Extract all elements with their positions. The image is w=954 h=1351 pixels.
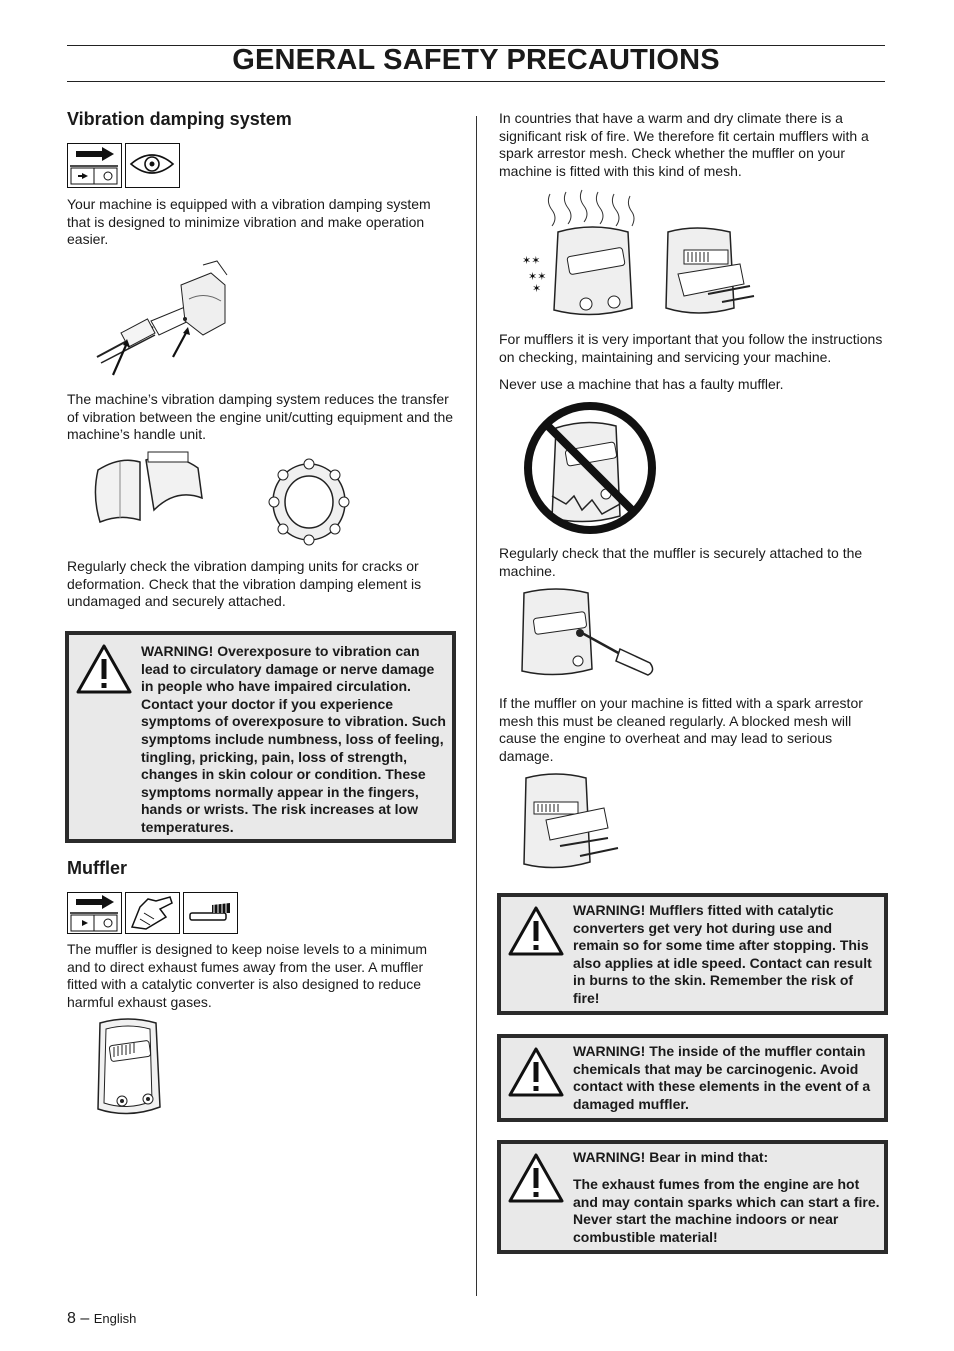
vibration-paragraph-3: Regularly check the vibration damping units for cracks or deformation. Check that the vibration damping element is undamaged and securely attached. <box>67 558 422 609</box>
wire-brush-symbol <box>183 892 238 934</box>
eye-icon <box>126 144 178 186</box>
warning-triangle-icon <box>507 1046 565 1098</box>
clean-mesh-illustration <box>520 768 624 876</box>
catalytic-warning-text: WARNING! Mufflers fitted with catalytic converters get very hot during use and remain so for some time after stopping. This also applies at idle speed. Contact can result in burns to the skin. Remember the risk of fire! <box>573 902 872 1006</box>
footer-language: English <box>93 1311 137 1326</box>
right-paragraph-1: In countries that have a warm and dry climate there is a significant risk of fire. We therefore fit certain mufflers with a spark arrestor mesh. Check whether the muffler on your machine is fitted with this kind of mesh. <box>499 110 869 179</box>
vibration-warning-box <box>65 631 456 843</box>
glove-icon <box>126 893 178 933</box>
vibration-paragraph-1: Your machine is equipped with a vibration damping system that is designed to minimize vibration and make operation easier. <box>67 196 431 247</box>
warning-triangle-icon <box>75 643 133 695</box>
right-paragraph-3: Never use a machine that has a faulty muffler. <box>499 376 784 392</box>
column-divider <box>476 116 477 1296</box>
svg-text:✶: ✶ <box>532 282 542 295</box>
carcinogenic-warning-box <box>497 1034 888 1122</box>
muffler-read-manual-symbol <box>67 892 122 934</box>
muffler-heading: Muffler <box>67 858 127 878</box>
page-footer <box>67 1310 136 1328</box>
arrow-right-icon <box>68 144 120 186</box>
damping-units-illustration <box>93 255 233 380</box>
damping-ring-illustration <box>268 458 350 550</box>
muffler-illustration <box>90 1015 166 1121</box>
arrow-right-icon <box>68 893 120 933</box>
wire-brush-icon <box>184 893 236 933</box>
header-bottom-rule <box>67 81 885 82</box>
muffler-paragraph-1: The muffler is designed to keep noise levels to a minimum and to direct exhaust fumes away from the user. A muffler fitted with a catalytic converter is also designed to reduce harmful exhaust gases. <box>67 941 428 1010</box>
damping-sleeve-illustration <box>90 448 210 528</box>
carcinogenic-warning-text: WARNING! The inside of the muffler contain chemicals that may be carcinogenic. Avoid contact with these elements in the event of a damaged muffler. <box>573 1043 871 1112</box>
vibration-paragraph-2: The machine’s vibration damping system reduces the transfer of vibration between the engine unit/cutting equipment and the machine’s handle unit. <box>67 391 454 442</box>
svg-text:✶✶: ✶✶ <box>528 270 547 283</box>
warning-triangle-icon <box>507 1152 565 1204</box>
vibration-heading: Vibration damping system <box>67 109 292 129</box>
tighten-muffler-illustration <box>518 585 658 680</box>
warning-triangle-icon <box>507 905 565 957</box>
exhaust-warning-text: The exhaust fumes from the engine are hot and may contain sparks which can start a fire. Never start the machine indoors or near combustible material! <box>573 1176 880 1245</box>
footer-separator: – <box>80 1310 90 1327</box>
right-paragraph-4: Regularly check that the muffler is securely attached to the machine. <box>499 545 863 579</box>
exhaust-warning-box <box>497 1140 888 1254</box>
right-paragraph-2: For mufflers it is very important that you follow the instructions on checking, maintaining and servicing your machine. <box>499 331 883 365</box>
catalytic-warning-box <box>497 893 888 1015</box>
gloves-symbol <box>125 892 180 934</box>
inspect-symbol <box>125 143 180 188</box>
faulty-muffler-prohibited-illustration <box>522 400 658 536</box>
page-title: GENERAL SAFETY PRECAUTIONS <box>232 44 720 76</box>
read-manual-symbol <box>67 143 122 188</box>
spark-arrestor-illustration <box>518 188 758 318</box>
vibration-warning-text: WARNING! Overexposure to vibration can lead to circulatory damage or nerve damage in people who have impaired circulation. Contact your doctor if you experience symptoms of overexposure to vibration. Such symptoms include numbness, loss of feeling, tingling, pricking, pain, loss of strength, changes in skin colour or condition. These symptoms normally appear in the fingers, hands or wrists. The risk increases at low temperatures. <box>141 643 446 835</box>
right-paragraph-5: If the muffler on your machine is fitted with a spark arrestor mesh this must be cleaned regularly. A blocked mesh will cause the engine to overheat and may lead to serious damage. <box>499 695 863 764</box>
exhaust-warning-title: WARNING! Bear in mind that: <box>573 1149 769 1165</box>
svg-text:✶✶: ✶✶ <box>522 254 541 267</box>
page-number: 8 <box>67 1310 76 1327</box>
